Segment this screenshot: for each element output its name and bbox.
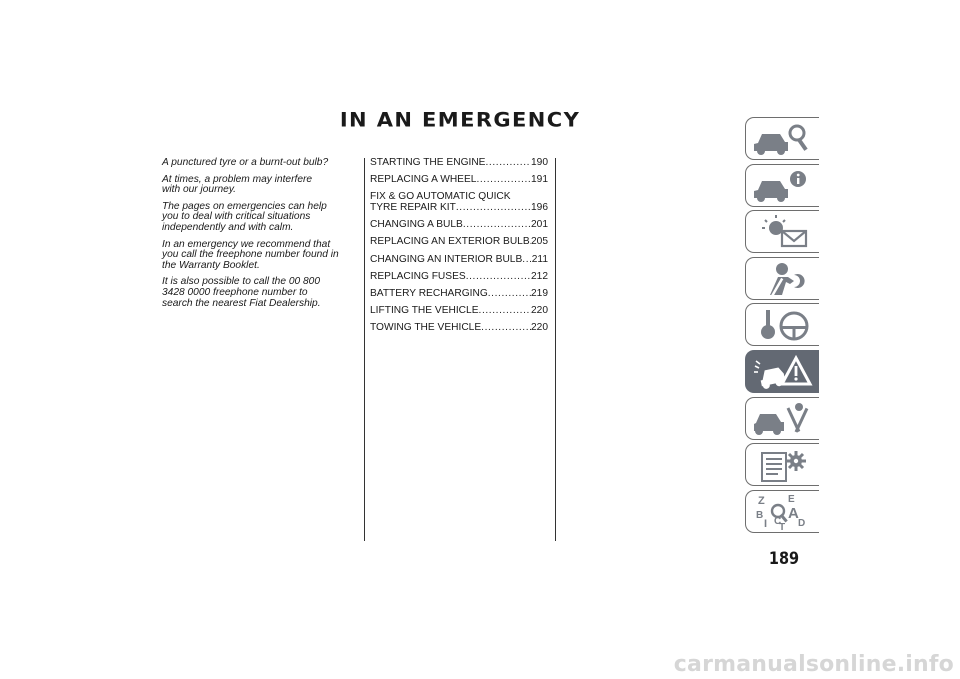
tab-starting-driving[interactable] [745, 303, 819, 346]
index-letter: D [798, 517, 806, 529]
car-magnifier-icon [752, 121, 814, 157]
intro-paragraph: At times, a problem may interfere with our journey. [162, 173, 313, 196]
document-gear-icon [752, 447, 814, 483]
intro-paragraph: The pages on emergencies can help you to deal with critical situations independently and with calm. [162, 200, 327, 233]
tab-dashboard[interactable] [745, 117, 819, 160]
toc-text: FIX & GO AUTOMATIC QUICK [370, 191, 511, 203]
toc-item-starting-engine[interactable]: STARTING THE ENGINE ..... 190 [370, 158, 548, 169]
toc-item-lifting-vehicle[interactable]: LIFTING THE VEHICLE ..... 220 [370, 306, 548, 317]
tab-knowing-car[interactable] [745, 164, 819, 207]
index-letter: Z [758, 494, 765, 507]
index-letter: E [788, 493, 795, 505]
index-letter: I [764, 517, 768, 530]
column-divider-right [555, 158, 556, 541]
index-letter: C [774, 515, 782, 527]
intro-paragraph: A punctured tyre or a burnt-out bulb? [162, 157, 329, 168]
column-divider-left [364, 158, 365, 541]
intro-paragraph: In an emergency we recommend that you call the freephone number found in the Warranty Booklet. [162, 238, 339, 271]
intro-text [162, 158, 362, 315]
tab-in-an-emergency[interactable] [745, 350, 819, 393]
intro-paragraph: It is also possible to call the 00 800 3428 0000 freephone number to search the nearest Fiat Dealership. [162, 276, 321, 309]
tab-technical-specifications[interactable] [745, 443, 819, 486]
index-letter: A [788, 504, 799, 522]
alphabetical-index-icon [752, 494, 814, 530]
table-of-contents [370, 158, 548, 340]
car-info-icon [752, 168, 814, 204]
toc-item-replacing-wheel[interactable]: REPLACING A WHEEL ..... 191 [370, 175, 548, 186]
toc-item-tyre-repair-kit[interactable]: FIX & GO AUTOMATIC QUICK TYRE REPAIR KIT ..... 196 [370, 192, 548, 213]
toc-item-interior-bulb[interactable]: CHANGING AN INTERIOR BULB ..... 211 [370, 255, 548, 266]
index-letter: T [779, 521, 786, 530]
toc-item-battery-recharging[interactable]: BATTERY RECHARGING ..... 219 [370, 289, 548, 300]
key-steering-wheel-icon [752, 307, 814, 343]
car-wrench-icon [752, 401, 814, 437]
toc-item-exterior-bulb[interactable]: REPLACING AN EXTERIOR BULB ..... 205 [370, 237, 548, 248]
tab-servicing-maintenance[interactable] [745, 397, 819, 440]
toc-item-changing-bulb[interactable]: CHANGING A BULB ..... 201 [370, 220, 548, 231]
page-title: IN AN EMERGENCY [339, 108, 581, 132]
tab-safety[interactable] [745, 257, 819, 300]
section-tabs [745, 117, 820, 536]
tab-warning-lights[interactable] [745, 210, 819, 253]
watermark: carmanualsonline.info [673, 652, 954, 677]
tab-index[interactable] [745, 490, 819, 533]
index-letter: B [756, 509, 764, 521]
page-number: 189 [768, 549, 800, 569]
seatbelt-airbag-icon [752, 261, 814, 297]
car-breakdown-warning-icon [752, 354, 814, 390]
warning-light-message-icon [752, 214, 814, 250]
toc-item-towing-vehicle[interactable]: TOWING THE VEHICLE ..... 220 [370, 323, 548, 334]
toc-item-replacing-fuses[interactable]: REPLACING FUSES ..... 212 [370, 272, 548, 283]
